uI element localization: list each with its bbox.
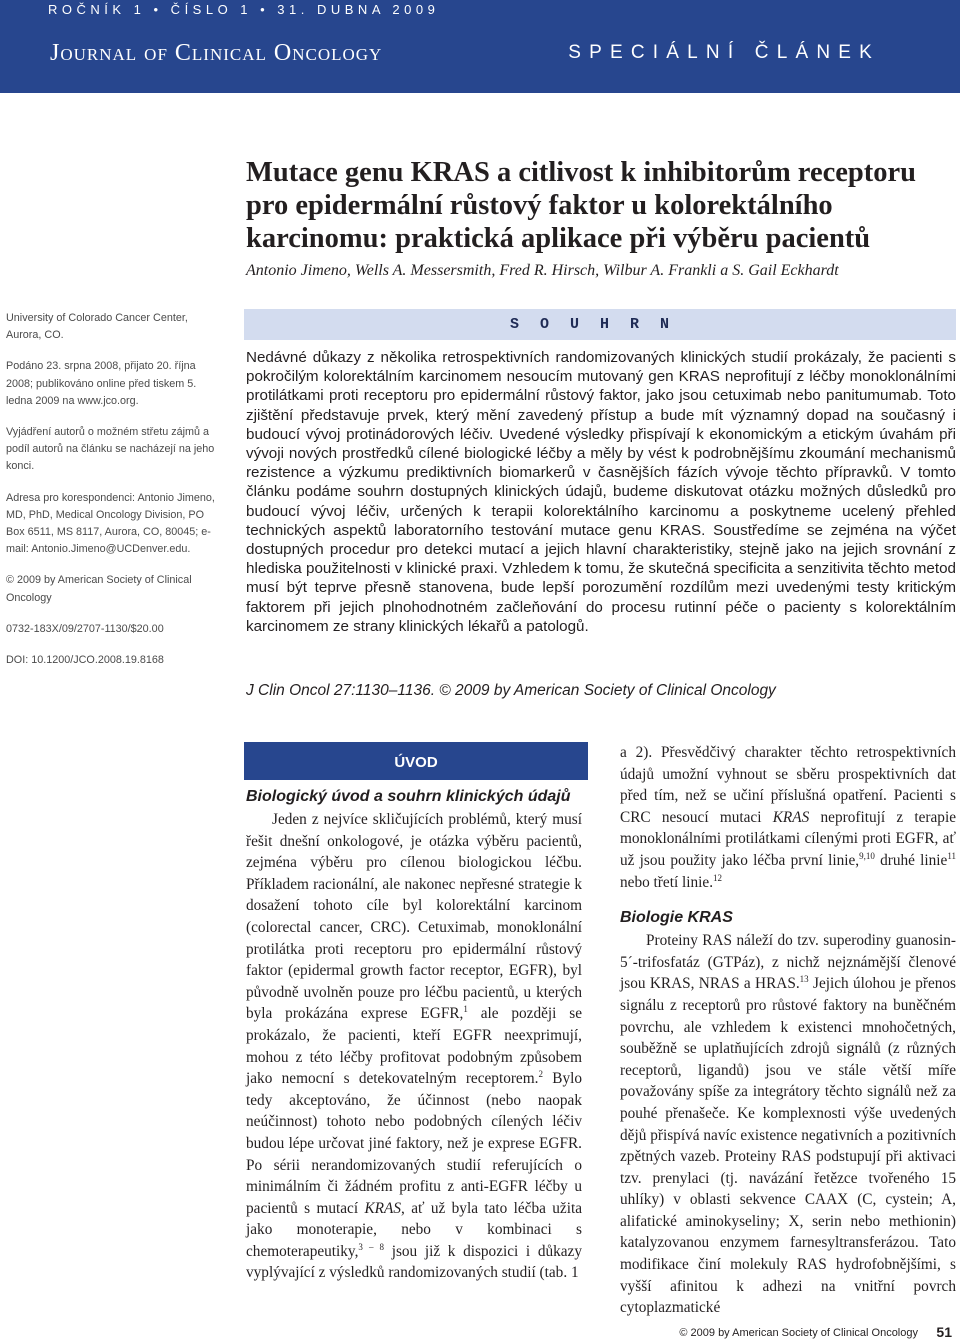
issn: 0732-183X/09/2707-1130/$20.00 (6, 622, 164, 635)
journal-name: Journal of Clinical Oncology (50, 40, 383, 66)
text-run: Jejich úlohou je přenos signálu z receptorů pro růstové faktory na buněčném povrchu, ale vzhledem k existenci mnohočetných, souběžně se uplatňujících zdrojů signálů (z různých receptorů, ligandů) jsou ve stále větší míře považovány spíše za integrátory těchto signálů než za pouhé přenašeče. Ke komplexnosti výše uvedených dějů přispívá navíc existence negativních a pozitivních zpětných vazeb. Proteiny RAS podstupují při aktivaci tzv. prenylaci (tj. navázání řetězce tvořeného 15 uhlíky) v oblasti sekvence CAAX (C, cystein; A, alifatické aminokyseliny; X, serin nebo methionin) katalyzovanou enzymem farnesyltransferázou. Tato modifikace činí molekuly RAS hydrofobnějšími, s vyšší afinitou k adhezi na vnitřní povrch cytoplazmatické (620, 975, 956, 1317)
text-run: a 2). Přesvědčivý charakter těchto retrospektivních údajů umožní vyhnout se sběru prospektivních dat před tím, než se učiní příslušná opatření. Pacienti s CRC nesoucí mutaci (620, 744, 956, 826)
body-column-right (620, 742, 956, 1319)
reference: 3 – 8 (358, 1241, 385, 1252)
doi: DOI: 10.1200/JCO.2008.19.8168 (6, 654, 164, 667)
subheading-kras-biology: Biologie KRAS (620, 909, 733, 927)
gene-name: KRAS (772, 808, 810, 826)
reference: 11 (947, 850, 957, 861)
article-sidebar (6, 310, 216, 683)
affiliation: University of Colorado Cancer Center, Aurora, CO. (6, 312, 188, 342)
body-column-left (246, 786, 582, 1284)
conflict-note: Vyjádření autorů o možném střetu zájmů a podíl autorů na článku se nacházejí na jeho konci. (6, 426, 215, 473)
text-run: neprofitují z terapie monoklonálními protilátkami cílenými proti EGFR, ať už jsou použity jako léčba první linie, (620, 808, 956, 869)
paragraph-kras-biology (620, 930, 956, 1319)
text-run: Jeden z nejvíce skličujících problémů, který musí řešit dnešní onkologové, je otázka výběru pacientů, zejména výběru pro cílenou biologickou léčbu. Příkladem racionální, ale nakonec nepřesné strategie k dosažení tohoto cíle byl kolorektální karcinom (colorectal cancer, CRC). Cetuximab, monoklonální protilátka proti receptoru pro epidermální růstový faktor (epidermal growth factor receptor, EGFR), byl původně uvolněn pouze pro léčbu pacientů, u kterých byla prokázána exprese EGFR, (246, 811, 582, 1023)
text-run: druhé linie (874, 851, 948, 869)
journal-header-band (0, 0, 960, 93)
author-list: Antonio Jimeno, Wells A. Messersmith, Fred R. Hirsch, Wilbur A. Frankli a S. Gail Eckhardt (246, 262, 839, 279)
text-run: Proteiny RAS náleží do tzv. superodiny guanosin-5´-trifosfatáz (GTPáz), z nichž nejznámější členové jsou KRAS, NRAS a HRAS. (620, 932, 956, 993)
summary-text: Nedávné důkazy z několika retrospektivních randomizovaných klinických studií prokázaly, že pacienti s pokročilým kolorektálním karcinomem nesoucím mutovaný gen KRAS neprofitují z léčby monoklonálními protilátkami proti receptoru pro epidermální růstový faktor, jako jsou cetuximab nebo panitumumab. Toto zjištění představuje prvek, který mění zavedený přístup a bude mít významný dopad na současný i budoucí vývoj protinádorových léčiv. Uvedené výsledky přispívají k ekonomickým a etickým úvahám při vývoji nových prostředků cílené biologické léčby a měly by vést k podrobnějšímu zkoumání mechanismů rezistence a výzkumu prediktivních biomarkerů v časnějších fázích vývoje těchto přípravků. V tomto článku podáme souhrn dostupných klinických údajů, budeme diskutovat otázku možných důsledků pro budoucí vývoj léčiv, určených k terapii kolorektálního karcinomu a poskytneme ucelený přehled technických aspektů laboratorního testování mutace genu KRAS. Soustředíme se zejména na výčet dostupných procedur pro detekci mutací a jejich hlavní charakteristiky, stejně jako na jejich srovnání z hlediska použitelnosti v klinické praxi. Vzhledem k tomu, že skutečná specificita a senzitivita těchto metod musí být teprve přesně stanovena, bude lepší porozumění rozdílům mezi uvedenými testy kritickým faktorem při jejich plnohodnotném začleňování do procesu rutinní péče o pacienty s kolorektálním karcinomem ze strany klinických lékařů a patologů. (246, 349, 956, 635)
paragraph-intro (246, 809, 582, 1284)
section-label: SPECIÁLNÍ ČLÁNEK (568, 42, 880, 63)
page-number: 51 (936, 1324, 952, 1340)
citation: J Clin Oncol 27:1130–1136. © 2009 by American Society of Clinical Oncology (246, 682, 776, 699)
reference: 1 (463, 1004, 468, 1015)
reference: 2 (538, 1069, 543, 1080)
footer-copyright: © 2009 by American Society of Clinical Oncology (679, 1327, 918, 1339)
summary-heading: SOUHRN (244, 309, 956, 340)
reference: 12 (713, 872, 723, 883)
reference: 9,10 (859, 850, 875, 861)
issue-line: ROČNÍK 1 • ČÍSLO 1 • 31. DUBNA 2009 (48, 2, 440, 17)
text-run: nebo třetí linie. (620, 873, 714, 891)
text-run: ale později se prokázalo, že pacienti, kteří EGFR neexprimují, mohou z této léčby profitovat podobným způsobem jako nemocní s detekovatelným receptorem. (246, 1005, 582, 1088)
text-run: , ať už byla tato léčba užita jako monoterapie, nebo v kombinaci s chemoterapeutiky, (246, 1199, 582, 1260)
text-run: Bylo tedy akceptováno, že účinnost (nebo naopak neúčinnost) tohoto nebo podobných cílených léčiv budou lépe určovat jiné faktory, než je exprese EGFR. Po sérii nerandomizovaných studií referujících o minimálním či žádném profitu z anti-EGFR léčby u pacientů s mutací (246, 1070, 582, 1217)
intro-heading: ÚVOD (244, 742, 588, 780)
gene-name: KRAS (364, 1199, 402, 1217)
publication-dates: Podáno 23. srpna 2008, přijato 20. října 2008; publikováno online před tiskem 5. ledna 2009 na www.jco.org. (6, 360, 197, 407)
correspondence: Adresa pro korespondenci: Antonio Jimeno, MD, PhD, Medical Oncology Division, PO Box 6511, MS 8117, Aurora, CO, 80045; e-mail: Antonio.Jimeno@UCDenver.edu. (6, 491, 215, 556)
paragraph-continuation (620, 742, 956, 893)
subheading-bio-intro: Biologický úvod a souhrn klinických údajů (246, 788, 571, 805)
text-run: jsou již k dispozici i důkazy vyplývající z výsledků randomizovaných studií (tab. 1 (246, 1242, 582, 1282)
reference: 13 (799, 974, 809, 985)
article-title: Mutace genu KRAS a citlivost k inhibitorům receptoru pro epidermální růstový faktor u kolorektálního karcinomu: praktická aplikace při výběru pacientů (246, 157, 916, 254)
sidebar-copyright: © 2009 by American Society of Clinical Oncology (6, 574, 192, 604)
